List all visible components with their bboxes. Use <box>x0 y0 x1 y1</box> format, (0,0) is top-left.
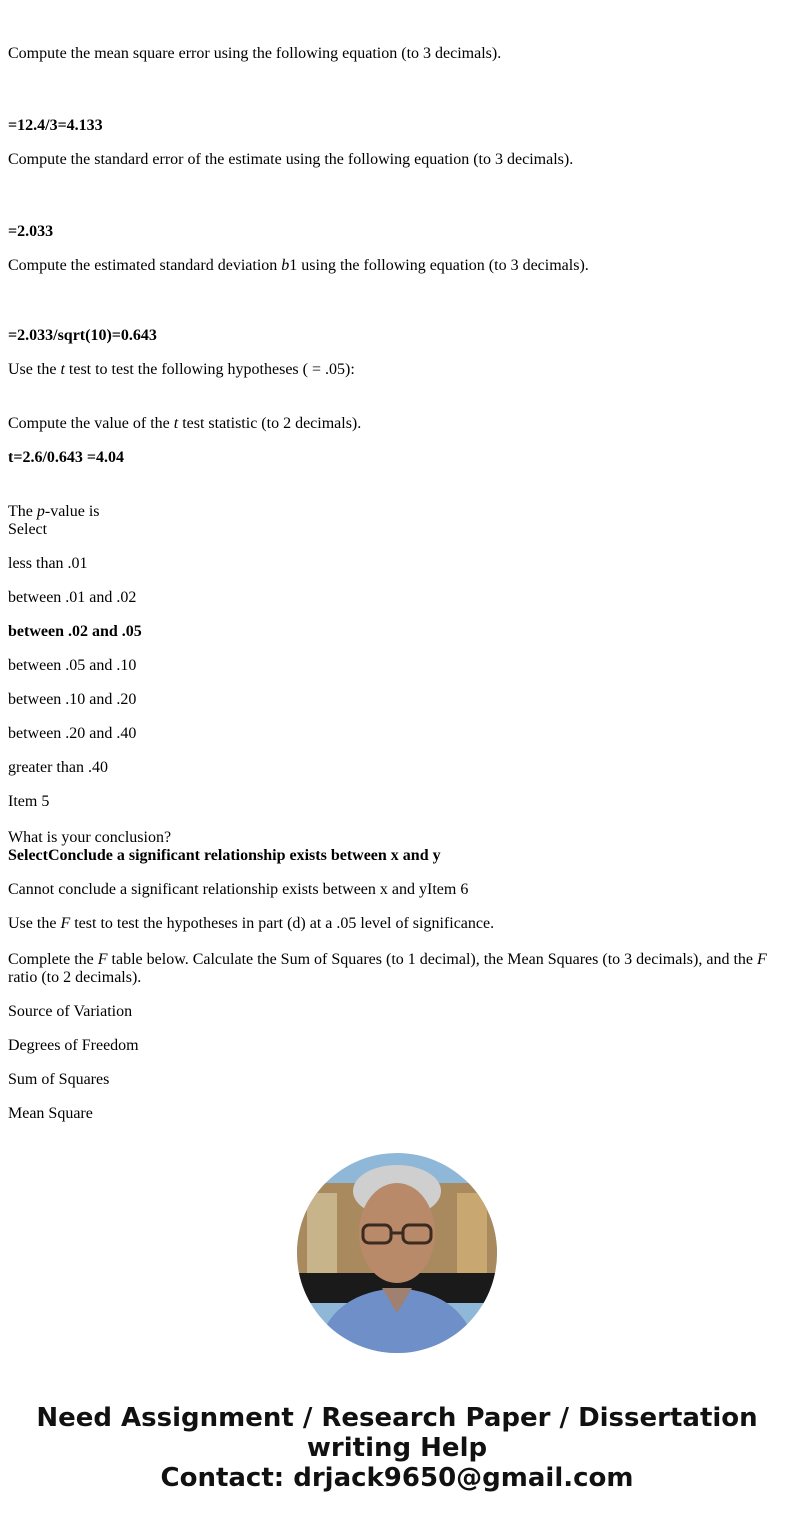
conclusion-option-selected[interactable]: SelectConclude a significant relationship exists between x and y <box>8 847 441 864</box>
se-answer: =2.033 <box>8 223 54 240</box>
ftable-prompt-f: F <box>97 951 108 968</box>
sb1-answer: =2.033/sqrt(10)=0.643 <box>8 327 157 344</box>
pvalue-label <box>8 503 100 521</box>
pvalue-option[interactable]: less than .01 <box>8 555 88 572</box>
footer-contact: Contact: drjack9650@gmail.com <box>160 1463 634 1493</box>
ftable-prompt <box>8 951 778 987</box>
portrait-image <box>297 1153 497 1353</box>
item-label: Item 5 <box>8 793 50 810</box>
ftest-prompt-f: F <box>60 915 71 932</box>
pvalue-option-selected[interactable]: between .02 and .05 <box>8 623 142 640</box>
tstat-prompt-t: t <box>173 415 179 432</box>
footer-line-2: writing Help <box>306 1433 488 1463</box>
ftest-prompt-b: test to test the hypotheses in part (d) at a .05 level of significance. <box>70 915 495 932</box>
pvalue-option[interactable]: greater than .40 <box>8 759 108 776</box>
pvalue-option[interactable]: between .05 and .10 <box>8 657 137 674</box>
pvalue-select[interactable]: Select <box>8 521 48 538</box>
pvalue-option[interactable]: between .10 and .20 <box>8 691 137 708</box>
mse-answer: =12.4/3=4.133 <box>8 117 103 134</box>
ftable-prompt-b: table below. Calculate the Sum of Squares (to 1 decimal), the Mean Squares (to 3 decimals), and the <box>107 951 757 968</box>
ttest-prompt-a: Use the <box>8 361 61 378</box>
footer-line-1: Need Assignment / Research Paper / Dissertation <box>36 1403 758 1433</box>
table-header: Source of Variation <box>8 1003 133 1020</box>
table-header: Sum of Squares <box>8 1071 110 1088</box>
tstat-prompt-b: test statistic (to 2 decimals). <box>178 415 362 432</box>
conclusion-option[interactable]: Cannot conclude a significant relationship exists between x and yItem 6 <box>8 881 469 898</box>
pvalue-label-b: -value is <box>44 503 100 520</box>
author-photo <box>297 1153 497 1353</box>
table-header: Mean Square <box>8 1105 93 1122</box>
pvalue-label-a: The <box>8 503 37 520</box>
pvalue-option[interactable]: between .01 and .02 <box>8 589 137 606</box>
ftable-prompt-f2: F <box>756 951 767 968</box>
ftest-prompt-a: Use the <box>8 915 61 932</box>
pvalue-option[interactable]: between .20 and .40 <box>8 725 137 742</box>
se-prompt: Compute the standard error of the estimate using the following equation (to 3 decimals). <box>8 151 574 168</box>
sb1-prompt <box>8 257 589 275</box>
contact-footer <box>0 1403 794 1493</box>
sb1-prompt-b: b <box>281 257 290 274</box>
tstat-prompt <box>8 415 361 433</box>
pvalue-label-p: p <box>36 503 45 520</box>
sb1-prompt-a: Compute the estimated standard deviation <box>8 257 282 274</box>
ttest-prompt-t: t <box>60 361 65 378</box>
mse-prompt: Compute the mean square error using the following equation (to 3 decimals). <box>8 45 502 62</box>
ftest-prompt <box>8 915 494 933</box>
ttest-prompt-b: test to test the following hypotheses ( = .05): <box>64 361 355 378</box>
ttest-prompt <box>8 361 355 379</box>
sb1-prompt-c: 1 using the following equation (to 3 decimals). <box>289 257 589 274</box>
ftable-prompt-a: Complete the <box>8 951 98 968</box>
conclusion-question: What is your conclusion? <box>8 829 172 846</box>
table-header: Degrees of Freedom <box>8 1037 139 1054</box>
ftable-prompt-c: ratio (to 2 decimals). <box>8 969 142 986</box>
tstat-prompt-a: Compute the value of the <box>8 415 174 432</box>
tstat-answer: t=2.6/0.643 =4.04 <box>8 449 125 466</box>
